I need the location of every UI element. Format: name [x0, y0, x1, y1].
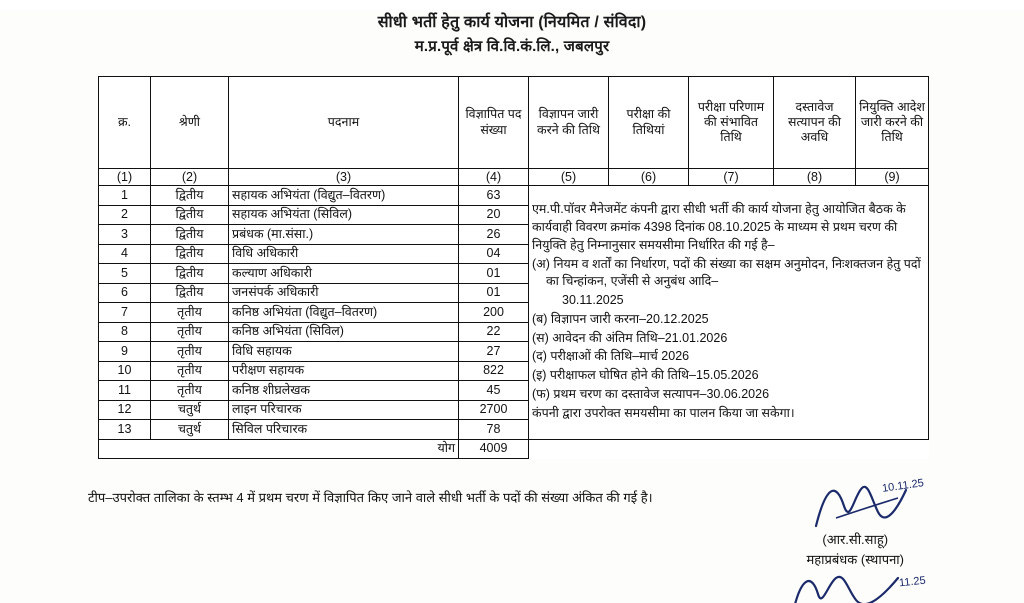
- row-post: सहायक अभियंता (सिविल): [229, 205, 459, 225]
- row-count: 822: [459, 361, 529, 381]
- row-serial: 2: [99, 205, 151, 225]
- row-post: परीक्षण सहायक: [229, 361, 459, 381]
- note-item-f: (फ) प्रथम चरण का दस्तावेज सत्यापन–30.06.2026: [532, 386, 770, 401]
- row-serial: 8: [99, 322, 151, 342]
- signature-block: [806, 530, 904, 570]
- row-post: प्रबंधक (मा.संसा.): [229, 225, 459, 245]
- row-category: द्वितीय: [151, 283, 229, 303]
- row-post: लाइन परिचारक: [229, 400, 459, 420]
- row-serial: 5: [99, 264, 151, 284]
- table-column-number-row: [99, 169, 929, 186]
- row-serial: 13: [99, 420, 151, 440]
- total-label: योग: [99, 439, 459, 459]
- row-category: तृतीय: [151, 342, 229, 362]
- colnum-4: (4): [459, 169, 529, 186]
- row-category: द्वितीय: [151, 225, 229, 245]
- row-category: द्वितीय: [151, 186, 229, 206]
- row-serial: 10: [99, 361, 151, 381]
- row-count: 01: [459, 283, 529, 303]
- row-post: विधि अधिकारी: [229, 244, 459, 264]
- row-count: 63: [459, 186, 529, 206]
- row-serial: 7: [99, 303, 151, 323]
- row-count: 04: [459, 244, 529, 264]
- row-serial: 4: [99, 244, 151, 264]
- note-item-b: (ब) विज्ञापन जारी करना–20.12.2025: [532, 311, 709, 326]
- row-count: 22: [459, 322, 529, 342]
- row-count: 26: [459, 225, 529, 245]
- header-doc-verify: दस्तावेज सत्यापन की अवधि: [774, 77, 856, 169]
- row-post: कनिष्ठ शीघ्रलेखक: [229, 381, 459, 401]
- row-category: द्वितीय: [151, 244, 229, 264]
- notes-intro: एम.पी.पॉवर मैनेजमेंट कंपनी द्वारा सीधी भर्ती की कार्य योजना हेतु आयोजित बैठक के कार्यवाही विवरण क्रमांक 4398 दिनांक 08.10.2025 के माध्यम से प्रथम चरण की नियुक्ति हेतु निम्नानुसार समयसीमा निर्धारित की गई है–: [532, 202, 906, 252]
- row-category: द्वितीय: [151, 264, 229, 284]
- row-count: 20: [459, 205, 529, 225]
- row-category: चतुर्थ: [151, 420, 229, 440]
- table-total-row: [99, 439, 929, 459]
- row-category: चतुर्थ: [151, 400, 229, 420]
- row-count: 200: [459, 303, 529, 323]
- signature-mark-bottom: [786, 568, 906, 603]
- row-serial: 11: [99, 381, 151, 401]
- row-count: 45: [459, 381, 529, 401]
- header-advert-date: विज्ञापन जारी करने की तिथि: [529, 77, 609, 169]
- row-serial: 12: [99, 400, 151, 420]
- signature-date-bottom: 11.25: [898, 574, 927, 590]
- row-category: तृतीय: [151, 303, 229, 323]
- table-row: [99, 186, 929, 206]
- row-category: तृतीय: [151, 361, 229, 381]
- signatory-designation: महाप्रबंधक (स्थापना): [806, 552, 904, 568]
- note-item-s: (स) आवेदन की अंतिम तिथि–21.01.2026: [532, 330, 728, 345]
- notes-closing: कंपनी द्वारा उपरोक्त समयसीमा का पालन किया जा सकेगा।: [532, 405, 795, 420]
- row-post: सहायक अभियंता (विद्युत–वितरण): [229, 186, 459, 206]
- row-count: 2700: [459, 400, 529, 420]
- header-result-date: परीक्षा परिणाम की संभावित तिथि: [689, 77, 774, 169]
- row-post: जनसंपर्क अधिकारी: [229, 283, 459, 303]
- row-category: तृतीय: [151, 322, 229, 342]
- header-post-name: पदनाम: [229, 77, 459, 169]
- document-page: [0, 10, 1024, 603]
- row-post: विधि सहायक: [229, 342, 459, 362]
- row-serial: 3: [99, 225, 151, 245]
- note-item-e: (इ) परीक्षाफल घोषित होने की तिथि–15.05.2026: [532, 368, 759, 382]
- recruitment-plan-table: [98, 76, 928, 459]
- schedule-notes-cell: [529, 186, 929, 440]
- colnum-7: (7): [689, 169, 774, 186]
- document-title-line-1: सीधी भर्ती हेतु कार्य योजना (नियमित / संविदा): [377, 14, 647, 31]
- row-post: कनिष्ठ अभियंता (विद्युत–वितरण): [229, 303, 459, 323]
- row-post: सिविल परिचारक: [229, 420, 459, 440]
- total-value: 4009: [459, 439, 529, 459]
- footnote-text: टीप–उपरोक्त तालिका के स्तम्भ 4 में प्रथम चरण में विज्ञापित किए जाने वाले सीधी भर्ती के पदों की संख्या अंकित की गई है।: [88, 490, 653, 505]
- header-appointment: नियुक्ति आदेश जारी करने की तिथि: [856, 77, 929, 169]
- row-serial: 6: [99, 283, 151, 303]
- table-header-row: [99, 77, 929, 169]
- note-item-d: (द) परीक्षाओं की तिथि–मार्च 2026: [532, 349, 690, 364]
- colnum-5: (5): [529, 169, 609, 186]
- document-title-line-2: म.प्र.पूर्व क्षेत्र वि.वि.कं.लि., जबलपुर: [414, 38, 610, 55]
- header-post-count: विज्ञापित पद संख्या: [459, 77, 529, 169]
- row-serial: 9: [99, 342, 151, 362]
- colnum-6: (6): [609, 169, 689, 186]
- colnum-3: (3): [229, 169, 459, 186]
- colnum-8: (8): [774, 169, 856, 186]
- colnum-9: (9): [856, 169, 929, 186]
- row-count: 01: [459, 264, 529, 284]
- row-serial: 1: [99, 186, 151, 206]
- header-exam-dates: परीक्षा की तिथियां: [609, 77, 689, 169]
- note-item-a-date: 30.11.2025: [562, 293, 624, 307]
- header-serial: क्र.: [99, 77, 151, 169]
- colnum-1: (1): [99, 169, 151, 186]
- row-category: द्वितीय: [151, 205, 229, 225]
- colnum-2: (2): [151, 169, 229, 186]
- row-count: 27: [459, 342, 529, 362]
- header-category: श्रेणी: [151, 77, 229, 169]
- row-category: तृतीय: [151, 381, 229, 401]
- note-item-a: (अ) नियम व शर्तों का निर्धारण, पदों की संख्या का सक्षम अनुमोदन, निःशक्तजन हेतु पदों का चिन्हांकन, एजेंसी से अनुबंध आदि–: [532, 256, 921, 289]
- signature-date-top: 10.11.25: [881, 477, 925, 495]
- row-post: कल्याण अधिकारी: [229, 264, 459, 284]
- row-post: कनिष्ठ अभियंता (सिविल): [229, 322, 459, 342]
- signatory-name: (आर.सी.साहू): [822, 532, 889, 547]
- row-count: 78: [459, 420, 529, 440]
